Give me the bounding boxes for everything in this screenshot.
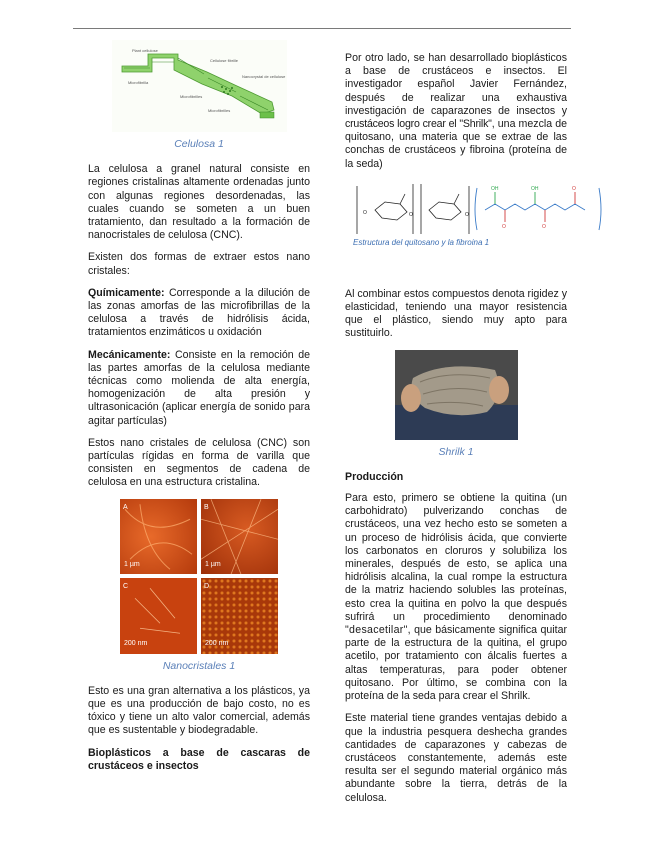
figure-caption-estructura: Estructura del quitosano y la fibroina 1	[353, 237, 490, 247]
right-column	[345, 52, 576, 814]
paragraph-rigidez: Al combinar estos compuestos denota rigidez y elasticidad, teniendo una mayor resistencia que el plástico, siendo muy apto para sustituirlo.	[345, 287, 567, 340]
panel-b-scale: 1 µm	[205, 560, 221, 568]
svg-text:O: O	[363, 209, 367, 216]
micrograph-panel-d	[201, 578, 278, 654]
svg-text:OH: OH	[531, 185, 539, 192]
svg-text:O: O	[572, 185, 576, 192]
paragraph-quimicamente	[88, 287, 310, 340]
micrograph-panel-a	[120, 499, 197, 575]
panel-d-scale: 200 nm	[205, 640, 229, 648]
paragraph-cnc: Estos nano cristales de celulosa (CNC) son partículas rígidas en forma de varilla que consisten en segmentos de cadena de celulosa en una estructura cristalina.	[88, 436, 310, 489]
panel-c-letter: C	[123, 583, 129, 591]
shrilk-photo	[395, 350, 518, 440]
svg-text:OH: OH	[491, 185, 499, 192]
text-mecanicamente: Consiste en la remoción de las partes amorfas de la celulosa mediante técnicas como molienda de alta energía, homogenización de alta presión y ultrasonicación (aplicar energía de sonido para agitar partículas)	[88, 348, 310, 427]
panel-a-scale: 1 µm	[124, 560, 140, 568]
left-column	[88, 40, 310, 781]
header-rule	[73, 28, 571, 29]
svg-text:O: O	[409, 211, 413, 218]
svg-text:O: O	[465, 211, 469, 218]
text-shrilk-intro-c: , una mezcla de quitosano, una materia que se extrae de las conchas de crustáceos y fibroina (proteína de la seda)	[345, 118, 567, 170]
heading-produccion: Producción	[345, 470, 404, 483]
label-microfibrilles-1: Microfibrilles	[179, 94, 202, 99]
term-quimicamente: Químicamente:	[88, 286, 165, 299]
panel-c-scale: 200 nm	[124, 640, 148, 648]
heading-bioplasticos: Bioplásticos a base de cascaras de crustáceos e insectos	[88, 746, 310, 772]
term-desacetilar: "desacetilar"	[345, 624, 408, 637]
svg-text:O: O	[542, 223, 546, 230]
figure-caption-nanocristales: Nanocristales 1	[162, 659, 236, 672]
text-produccion-a: Para esto, primero se obtiene la quitina (un carbohidrato) pulverizando conchas de crustáceos, una vez hecho esto se someten a un proceso de hidrólisis ácida, que convierte los carbonatos en cloruros y solubiliza los minerales, después de esto, se aplica una hidrólisis alcalina, la cual rompe la estructura de la matriz haciendo solubles las proteínas, esto crea la quitina en polvo la que después sufrirá un procedimiento denominado	[345, 492, 567, 623]
paragraph-produccion	[345, 492, 567, 703]
paragraph-mecanicamente	[88, 349, 310, 428]
label-plant-cellulose: Plant cellulose	[131, 48, 158, 53]
chemical-structure-figure	[345, 180, 576, 248]
label-cellulose-fibrille: Cellulose fibrille	[209, 58, 238, 63]
micrograph-panel-c	[120, 578, 197, 654]
paragraph-alternativa: Esto es una gran alternativa a los plásticos, ya que es una producción de bajo costo, no es tóxico y tiene un alto valor comercial, además que es sustentable y biodegradable.	[88, 684, 310, 737]
text-shrilk-intro-a: Por otro lado, se han desarrollado bioplásticos a base de crustáceos e insectos. El investigador español Javier Fernández, después de realizar una exhaustiva investigación de caparazones de insectos y	[345, 52, 567, 117]
panel-a-letter: A	[123, 503, 128, 511]
micrograph-panel-b	[201, 499, 278, 575]
label-nanocrystal: Nanocrystal de cellulose	[241, 74, 285, 79]
label-microfibrilla: Microfibrilla	[127, 80, 148, 85]
paragraph-shrilk-intro	[345, 52, 567, 171]
paragraph-ventajas: Este material tiene grandes ventajas debido a que la industria pesquera deshecha grandes cantidades de caparazones y cabezas de crustáceos constantemente, además este resulta ser el segundo material orgánico más abundante sobre la tierra, detrás de la celulosa.	[345, 712, 567, 804]
cellulose-diagram	[112, 40, 287, 132]
paragraph-celulosa-granel: La celulosa a granel natural consiste en regiones cristalinas altamente ordenadas junto con algunas regiones desordenadas, las cuales cuando se someten a un buen tratamiento, dan resultado a la formación de nanocristales de celulosa (CNC).	[88, 163, 310, 242]
paragraph-formas-extraer: Existen dos formas de extraer estos nano cristales:	[88, 251, 310, 277]
text-shrilk-name: crustáceos logro crear el "Shrilk"	[345, 118, 492, 131]
nanocrystals-micrograph	[120, 499, 278, 654]
term-mecanicamente: Mecánicamente:	[88, 348, 171, 361]
figure-caption-celulosa: Celulosa 1	[174, 138, 224, 150]
figure-caption-shrilk: Shrilk 1	[438, 445, 474, 458]
svg-text:O: O	[502, 223, 506, 230]
text-produccion-c: , que básicamente significa quitar parte de la estructura de la quitina, el grupo acetilo, por tratamiento con álcalis fuertes a altas temperaturas, para poder obtener quitosano. Por último, se combina con la proteína de la seda para crear el Shrilk.	[345, 624, 567, 703]
text-quimicamente: Corresponde a la dilución de las zonas amorfas de las microfibrillas de la celulosa a través de hidrólisis ácida, tratamientos enzimáticos u oxidación	[88, 286, 310, 339]
panel-d-letter: D	[204, 583, 210, 591]
panel-b-letter: B	[204, 503, 209, 511]
label-microfibrilles-2: Microfibrilles	[207, 108, 230, 113]
